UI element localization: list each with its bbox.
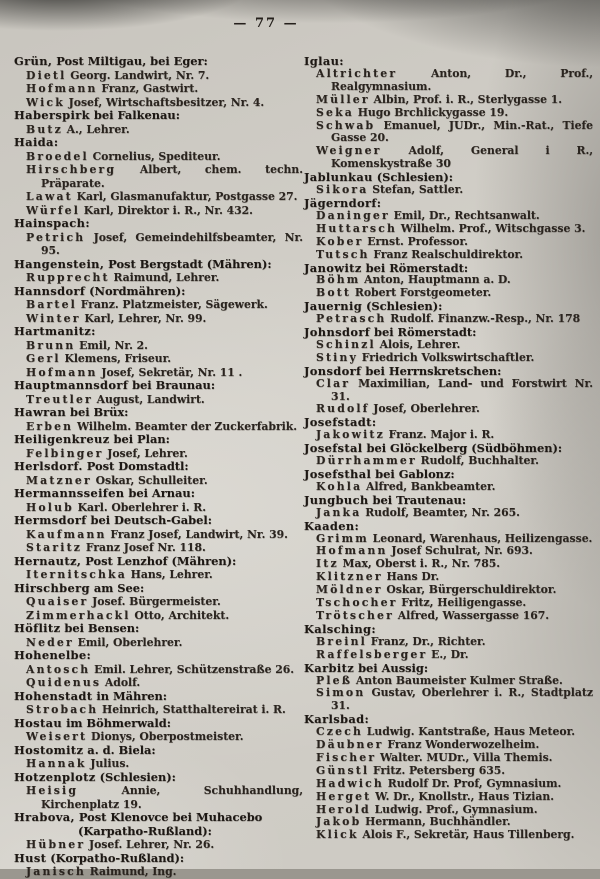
- person-entry: Däubner Franz Wonderwozelheim.: [316, 738, 540, 752]
- directory-section: [14, 55, 303, 109]
- person-surname: Böhm: [316, 273, 361, 287]
- person-surname: Strobach: [26, 703, 99, 716]
- person-surname: Hadwich: [316, 776, 384, 790]
- place-name: Herlsdorf.: [14, 459, 83, 473]
- person-entry: Grimm Leonard, Warenhaus, Heilizengasse.: [316, 531, 593, 545]
- person-surname: Sikora: [316, 183, 369, 197]
- directory-section: [14, 325, 303, 379]
- person-entry: Matzner Oskar, Schulleiter.: [26, 473, 208, 487]
- person-surname: Treutler: [26, 392, 93, 406]
- person-entry: Bott Robert Forstgeometer.: [316, 286, 492, 300]
- person-surname: Kaufmann: [26, 527, 107, 541]
- person-entry: Strobach Heinrich, Statthaltereirat i. R.: [26, 703, 286, 716]
- place-heading: Hernautz, Post Lenzhof (Mähren):: [14, 553, 237, 568]
- place-name: Hostau: [14, 715, 63, 730]
- person-entry: Jakowitz Franz. Major i. R.: [316, 428, 495, 442]
- person-surname: Hirschberg: [26, 163, 117, 176]
- place-name: Haberspirk: [14, 108, 90, 122]
- place-heading: Josefstal bei Glöckelberg (Südböhmen):: [304, 441, 563, 456]
- person-surname: Stiny: [316, 350, 359, 364]
- person-surname: Herold: [316, 802, 371, 816]
- person-entry: Wick Josef, Wirtschaftsbesitzer, Nr. 4.: [26, 95, 265, 109]
- person-surname: Brunn: [26, 338, 76, 352]
- place-name: Hermannsseifen: [14, 486, 125, 500]
- person-entry: Raffelsberger E., Dr.: [316, 647, 469, 661]
- person-entry: Erben Wilhelm. Beamter der Zuckerfabrik.: [26, 419, 297, 433]
- person-surname: Butz: [26, 122, 63, 136]
- person-surname: Weisert: [26, 730, 88, 743]
- person-surname: Zimmerhackl: [26, 608, 131, 622]
- person-entry: Tschocher Fritz, Heiligengasse.: [316, 596, 527, 610]
- person-surname: Günstl: [316, 763, 370, 777]
- place-name: Jablunkau: [304, 170, 373, 185]
- directory-section: [304, 300, 593, 326]
- person-surname: Bott: [316, 286, 352, 300]
- directory-section: [304, 494, 593, 520]
- person-entry: Staritz Franz Josef Nr. 118.: [26, 541, 206, 554]
- person-entry: Janisch Raimund, Ing.: [26, 865, 177, 878]
- person-surname: Würfel: [26, 203, 81, 217]
- person-entry: Hofmann Franz, Gastwirt.: [26, 82, 199, 95]
- place-name: Hermsdorf: [14, 513, 87, 527]
- person-entry: Pleß Anton Baumeister Kulmer Straße.: [316, 673, 563, 687]
- person-entry: Dietl Georg. Landwirt, Nr. 7.: [26, 68, 210, 82]
- person-entry: Quidenus Adolf.: [26, 676, 141, 689]
- place-heading: Hawran bei Brüx:: [14, 405, 129, 419]
- person-surname: Möldner: [316, 583, 383, 597]
- person-entry: Butz A., Lehrer.: [26, 122, 130, 136]
- person-surname: Gerl: [26, 352, 61, 365]
- person-entry: Gerl Klemens, Friseur.: [26, 352, 172, 365]
- person-entry: Müller Albin, Prof. i. R., Sterlygasse 1.: [316, 92, 562, 106]
- person-entry: Stiny Friedrich Volkswirtschaftler.: [316, 350, 535, 364]
- person-entry: Felbinger Josef, Lehrer.: [26, 446, 188, 460]
- person-entry: Quaiser Josef. Bürgermeister.: [26, 595, 221, 608]
- place-heading: Hohenstadt in Mähren:: [14, 688, 167, 703]
- place-name: Jonsdorf: [304, 363, 362, 378]
- person-surname: Weigner: [316, 144, 382, 158]
- person-surname: Trötscher: [316, 608, 394, 622]
- place-name: Josefsthal: [304, 467, 372, 481]
- person-surname: Lawat: [26, 190, 73, 203]
- place-heading: Karbitz bei Aussig:: [304, 660, 429, 675]
- person-surname: Klitzner: [316, 570, 383, 584]
- person-surname: Winter: [26, 311, 81, 325]
- person-surname: Clar: [316, 376, 351, 390]
- person-entry: Lawat Karl, Glasmanufaktur, Postgasse 27.: [26, 190, 298, 203]
- person-surname: Schwab: [316, 118, 376, 132]
- place-heading: [14, 136, 303, 150]
- directory-section: [14, 555, 303, 582]
- person-entry: Heisig Annie, Schuhhandlung, Kirchenplatz 19.: [26, 784, 303, 811]
- person-entry: Tutsch Franz Realschuldirektor.: [316, 247, 523, 261]
- place-heading: Janowitz bei Römerstadt:: [304, 260, 469, 275]
- place-name: Haida:: [14, 135, 59, 149]
- person-surname: Petrasch: [316, 312, 387, 326]
- directory-section: [304, 326, 593, 365]
- person-entry: Altrichter Anton, Dr., Prof., Realgymnasium.: [316, 66, 593, 93]
- person-surname: Kober: [316, 234, 364, 248]
- place-name: Hohenelbe:: [14, 648, 92, 662]
- person-entry: Neder Emil, Oberlehrer.: [26, 635, 183, 649]
- person-entry: Holub Karl. Oberlehrer i. R.: [26, 500, 207, 514]
- person-entry: Schinzl Alois, Lehrer.: [316, 337, 461, 351]
- person-entry: Hirschberg Albert, chem. techn. Präparate.: [26, 163, 303, 190]
- place-name: Hust: [14, 850, 47, 865]
- person-surname: Antosch: [26, 662, 91, 676]
- place-name: Johnsdorf: [304, 325, 371, 340]
- place-heading: Hostau im Böhmerwald:: [14, 715, 171, 730]
- person-surname: Kohla: [316, 479, 363, 493]
- directory-section: [304, 442, 593, 468]
- place-heading: Hermannsseifen bei Arnau:: [14, 486, 195, 500]
- directory-section: [14, 514, 303, 555]
- place-name: Kalsching:: [304, 621, 377, 636]
- directory-section: [14, 717, 303, 744]
- person-surname: Hübner: [26, 838, 86, 851]
- person-surname: Altrichter: [316, 66, 398, 80]
- person-surname: Huttarsch: [316, 221, 398, 235]
- person-surname: Hofmann: [26, 82, 98, 95]
- place-name: Hawran: [14, 405, 67, 419]
- person-surname: Grimm: [316, 531, 369, 545]
- directory-section: [14, 285, 303, 326]
- place-name: Hainspach:: [14, 216, 90, 230]
- place-heading: Hauptmannsdorf bei Braunau:: [14, 378, 216, 392]
- place-heading: Jonsdorf bei Herrnskretschen:: [304, 363, 502, 378]
- place-heading: Hostomitz a. d. Biela:: [14, 742, 156, 757]
- place-heading: Hannsdorf (Nordmähren):: [14, 283, 186, 298]
- person-entry: Czech Ludwig. Kantstraße, Haus Meteor.: [316, 725, 576, 739]
- person-surname: Simon: [316, 686, 366, 700]
- directory-section: [14, 744, 303, 771]
- place-name: Hrabova,: [14, 810, 75, 824]
- person-surname: Bartel: [26, 298, 77, 311]
- place-heading: Hirschberg am See:: [14, 580, 145, 595]
- place-name: Höflitz: [14, 621, 61, 635]
- person-entry: Breinl Franz, Dr., Richter.: [316, 634, 486, 648]
- person-entry: Rupprecht Raimund, Lehrer.: [26, 271, 220, 284]
- person-entry: Trötscher Alfred, Wassergasse 167.: [316, 608, 550, 622]
- directory-section: [14, 433, 303, 460]
- directory-section: [14, 136, 303, 217]
- person-entry: Weigner Adolf, General i R., Komenskystraße 30: [316, 144, 593, 171]
- place-heading: Haberspirk bei Falkenau:: [14, 108, 180, 122]
- place-name: Hauptmannsdorf: [14, 378, 129, 392]
- place-heading: Hotzenplotz (Schlesien):: [14, 769, 176, 784]
- person-surname: Müller: [316, 92, 370, 106]
- person-surname: Dietl: [26, 68, 67, 82]
- directory-section: [14, 487, 303, 514]
- person-entry: Hannak Julius.: [26, 757, 130, 770]
- person-surname: Staritz: [26, 541, 83, 554]
- place-name: Kaaden:: [304, 518, 360, 533]
- person-surname: Pleß: [316, 673, 353, 687]
- directory-section: [14, 852, 303, 879]
- person-entry: Herget W. Dr., Knollstr., Haus Tizian.: [316, 789, 554, 803]
- directory-section: [304, 662, 593, 714]
- directory-section: [14, 771, 303, 812]
- person-surname: Janka: [316, 505, 362, 519]
- directory-section: [14, 406, 303, 433]
- person-surname: Holub: [26, 500, 74, 514]
- person-entry: Kohla Alfred, Bankbeamter.: [316, 479, 496, 493]
- person-entry: Treutler August, Landwirt.: [26, 392, 205, 406]
- place-name: Heiligenkreuz: [14, 432, 110, 446]
- person-entry: Broedel Cornelius, Spediteur.: [26, 149, 221, 163]
- person-surname: Tschocher: [316, 596, 398, 610]
- place-name: Karbitz: [304, 660, 355, 675]
- person-entry: Weisert Dionys, Oberpostmeister.: [26, 730, 244, 743]
- page-number: — 77 —: [233, 16, 299, 31]
- directory-section: [304, 623, 593, 662]
- column-left: [14, 55, 303, 879]
- person-surname: Janisch: [26, 865, 86, 878]
- person-surname: Matzner: [26, 473, 92, 487]
- column-right: [304, 55, 593, 842]
- person-surname: Tutsch: [316, 247, 370, 261]
- directory-section: [14, 217, 303, 258]
- place-name: Jungbuch: [304, 492, 369, 507]
- place-heading: Hermsdorf bei Deutsch-Gabel:: [14, 513, 212, 527]
- person-surname: Itz: [316, 557, 339, 571]
- place-name: Hernautz,: [14, 553, 82, 568]
- person-surname: Felbinger: [26, 446, 104, 460]
- person-entry: Zimmerhackl Otto, Architekt.: [26, 608, 230, 622]
- person-entry: Fischer Walter. MUDr., Villa Themis.: [316, 750, 553, 764]
- place-name: Jägerndorf:: [304, 195, 382, 210]
- person-entry: Möldner Oskar, Bürgerschuldirektor.: [316, 583, 557, 597]
- directory-section: [14, 622, 303, 649]
- person-entry: Seka Hugo Brchlickygasse 19.: [316, 105, 509, 119]
- person-surname: Dürrhammer: [316, 454, 417, 468]
- person-surname: Jakob: [316, 815, 362, 829]
- place-name: Hartmanitz:: [14, 324, 96, 338]
- place-heading: Jungbuch bei Trautenau:: [304, 492, 467, 507]
- directory-section: [14, 460, 303, 487]
- person-surname: Hofmann: [316, 544, 388, 558]
- person-entry: Winter Karl, Lehrer, Nr. 99.: [26, 311, 207, 325]
- person-entry: Sikora Stefan, Sattler.: [316, 183, 464, 197]
- directory-section: [304, 365, 593, 417]
- place-name: Hannsdorf: [14, 283, 86, 298]
- person-entry: Hofmann Josef, Sekretär, Nr. 11 .: [26, 365, 243, 379]
- person-surname: Czech: [316, 725, 364, 739]
- person-entry: Hofmann Josef Schulrat, Nr. 693.: [316, 544, 533, 558]
- person-entry: Petrich Josef, Gemeindehilfsbeamter, Nr. 95.: [26, 230, 303, 257]
- directory-section: [14, 582, 303, 623]
- place-heading: [14, 217, 303, 231]
- person-entry: Huttarsch Wilhelm. Prof., Witschgasse 3.: [316, 221, 586, 235]
- place-name: Karlsbad:: [304, 712, 370, 727]
- place-heading: Hangenstein, Post Bergstadt (Mähren):: [14, 256, 272, 271]
- person-entry: Hadwich Rudolf Dr. Prof, Gymnasium.: [316, 776, 562, 790]
- place-name: Hirschberg: [14, 580, 90, 595]
- person-entry: Klick Alois F., Sekretär, Haus Tillenberg.: [316, 828, 575, 842]
- place-name: Hotzenplotz: [14, 769, 96, 784]
- directory-section: [304, 197, 593, 262]
- person-surname: Broedel: [26, 149, 89, 163]
- person-entry: Rudolf Josef, Oberlehrer.: [316, 402, 480, 416]
- person-entry: Brunn Emil, Nr. 2.: [26, 338, 148, 352]
- person-surname: Erben: [26, 419, 74, 433]
- place-heading: [14, 649, 303, 663]
- place-name: Hostomitz: [14, 742, 84, 757]
- place-heading: Höflitz bei Bensen:: [14, 621, 140, 635]
- person-entry: Kober Ernst. Professor.: [316, 234, 468, 248]
- person-entry: Bartel Franz. Platzmeister, Sägewerk.: [26, 298, 268, 311]
- person-surname: Rudolf: [316, 402, 370, 416]
- place-heading: Heiligenkreuz bei Plan:: [14, 432, 170, 446]
- place-name: Janowitz: [304, 260, 362, 275]
- person-entry: Antosch Emil. Lehrer, Schützenstraße 26.: [26, 662, 295, 676]
- directory-section: [14, 811, 303, 852]
- person-surname: Neder: [26, 635, 74, 649]
- person-surname: Hofmann: [26, 365, 98, 379]
- person-surname: Klick: [316, 828, 359, 842]
- directory-section: [304, 713, 593, 842]
- person-entry: Janka Rudolf, Beamter, Nr. 265.: [316, 505, 520, 519]
- person-entry: Simon Gustav, Oberlehrer i. R., Stadtplatz 31.: [316, 686, 593, 713]
- person-entry: Jakob Hermann, Buchhändler.: [316, 815, 511, 829]
- person-surname: Jakowitz: [316, 428, 385, 442]
- place-name: Jauernig: [304, 299, 363, 314]
- person-surname: Raffelsberger: [316, 647, 428, 661]
- person-entry: Kaufmann Franz Josef, Landwirt, Nr. 39.: [26, 527, 288, 541]
- person-surname: Schinzl: [316, 337, 376, 351]
- directory-section: [14, 649, 303, 690]
- person-entry: Herold Ludwig. Prof., Gymnasium.: [316, 802, 538, 816]
- directory-section: [14, 379, 303, 406]
- person-surname: Petrich: [26, 230, 86, 244]
- directory-section: [14, 690, 303, 717]
- person-surname: Däubner: [316, 738, 384, 752]
- person-surname: Herget: [316, 789, 372, 803]
- person-entry: Böhm Anton, Hauptmann a. D.: [316, 273, 511, 287]
- person-entry: Hübner Josef. Lehrer, Nr. 26.: [26, 838, 215, 851]
- place-heading: Hrabova, Post Klenovce bei Muhacebo (Karpatho-Rußland):: [14, 810, 263, 838]
- place-heading: Hust (Korpatho-Rußland):: [14, 850, 185, 865]
- place-heading: Jablunkau (Schlesien):: [304, 170, 454, 185]
- person-surname: Seka: [316, 105, 354, 119]
- directory-section: [304, 416, 593, 442]
- person-entry: Itz Max, Oberst i. R., Nr. 785.: [316, 557, 501, 571]
- person-surname: Breinl: [316, 634, 367, 648]
- person-entry: Iternitschka Hans, Lehrer.: [26, 568, 213, 581]
- place-heading: Grün, Post Miltigau, bei Eger:: [14, 54, 208, 68]
- directory-section: [304, 520, 593, 623]
- person-entry: Würfel Karl, Direktor i. R., Nr. 432.: [26, 203, 253, 217]
- person-entry: Daninger Emil, Dr., Rechtsanwalt.: [316, 208, 540, 222]
- directory-section: [304, 55, 593, 171]
- place-heading: [14, 325, 303, 339]
- directory-section: [304, 171, 593, 197]
- person-entry: Günstl Fritz. Petersberg 635.: [316, 763, 505, 777]
- person-surname: Rupprecht: [26, 271, 110, 284]
- person-surname: Hannak: [26, 757, 87, 770]
- place-name: Josefstal: [304, 441, 363, 456]
- place-name: Hangenstein,: [14, 256, 105, 271]
- person-entry: Klitzner Hans Dr.: [316, 570, 440, 584]
- place-name: Josefstadt:: [304, 415, 377, 430]
- person-entry: Petrasch Rudolf. Finanzw.-Resp., Nr. 178: [316, 312, 581, 326]
- person-surname: Quaiser: [26, 595, 89, 608]
- place-name: Hohenstadt: [14, 688, 93, 703]
- person-surname: Iternitschka: [26, 568, 127, 581]
- place-name: Grün,: [14, 54, 53, 68]
- directory-section: [14, 109, 303, 136]
- person-surname: Daninger: [316, 208, 390, 222]
- directory-section: [304, 468, 593, 494]
- directory-section: [304, 262, 593, 301]
- person-entry: Clar Maximilian, Land- und Forstwirt Nr. 31.: [316, 376, 593, 403]
- person-entry: Schwab Emanuel, JUDr., Min.-Rat., Tiefe Gasse 20.: [316, 118, 593, 145]
- person-surname: Heisig: [26, 784, 79, 797]
- place-heading: Josefsthal bei Gablonz:: [304, 467, 455, 481]
- place-name: Iglau:: [304, 54, 344, 68]
- person-entry: Dürrhammer Rudolf, Buchhalter.: [316, 454, 539, 468]
- place-heading: Johnsdorf bei Römerstadt:: [304, 325, 477, 340]
- person-surname: Wick: [26, 95, 65, 109]
- person-surname: Quidenus: [26, 676, 102, 689]
- place-heading: Herlsdorf. Post Domstadtl:: [14, 459, 189, 473]
- person-surname: Fischer: [316, 750, 377, 764]
- directory-section: [14, 258, 303, 285]
- place-heading: Jauernig (Schlesien):: [304, 299, 443, 314]
